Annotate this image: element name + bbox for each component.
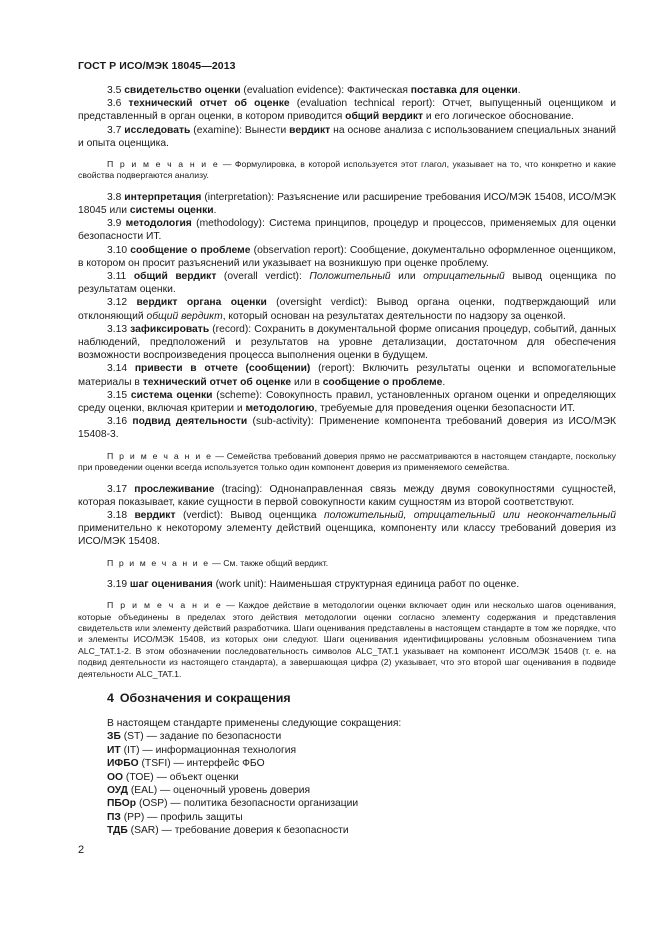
- note-3-16: П р и м е ч а н и е — Семейства требований доверия прямо не рассматриваются в настоящем стандарте, поскольку при проведении оценки всегда используется только один компонент доверия из применяемого семейства.: [78, 450, 616, 473]
- abbreviation-item: ПЗ (PP) — профиль защиты: [107, 811, 243, 823]
- definition-3-15: 3.15 система оценки (scheme): Совокупность правил, установленных органом оценки и определяющих среду оценки, включая критерии и методологию, требуемые для проведения оценки безопасности ИТ.: [78, 389, 616, 415]
- abbreviation-item: ИТ (IT) — информационная технология: [107, 744, 297, 756]
- definition-3-16: 3.16 подвид деятельности (sub-activity): Применение компонента требований доверия из ИСО/МЭК 15408-3.: [78, 416, 616, 441]
- definition-3-18: 3.18 вердикт (verdict): Вывод оценщика положительный, отрицательный или неокончательный применительно к некоторому элементу действий оценщика, компоненту или классу требований доверия из ИСО/МЭК 15408.: [78, 509, 616, 548]
- page-number: 2: [78, 844, 85, 856]
- document-header: ГОСТ Р ИСО/МЭК 18045—2013: [78, 60, 236, 72]
- abbreviation-item: ЗБ (ST) — задание по безопасности: [107, 731, 282, 743]
- abbreviation-item: ПБОр (OSP) — политика безопасности организации: [107, 798, 359, 810]
- abbreviation-item: ИФБО (TSFI) — интерфейс ФБО: [107, 758, 265, 770]
- definition-3-14: 3.14 привести в отчете (сообщении) (report): Включить результаты оценки и вспомогательные материалы в технический отчет об оценке или в сообщение о проблеме.: [78, 363, 616, 388]
- definition-3-11: 3.11 общий вердикт (overall verdict): Положительный или отрицательный вывод оценщика по результатам оценки.: [78, 271, 616, 296]
- definition-3-19: 3.19 шаг оценивания (work unit): Наименьшая структурная единица работ по оценке.: [107, 578, 520, 590]
- note-3-18: П р и м е ч а н и е — См. также общий вердикт.: [107, 557, 329, 568]
- document-body: [78, 84, 616, 838]
- section-intro: В настоящем стандарте применены следующие сокращения:: [107, 718, 402, 730]
- abbreviation-item: ОО (TOE) — объект оценки: [107, 771, 239, 783]
- definition-3-12: 3.12 вердикт органа оценки (oversight verdict): Вывод органа оценки, подтверждающий или отклоняющий общий вердикт, который основан на результатах деятельности по надзору за оценкой.: [78, 297, 616, 322]
- definition-3-10: 3.10 сообщение о проблеме (observation report): Сообщение, документально оформленное оценщиком, в котором он просит разъяснений или указывает на возникшую при оценке проблему.: [78, 244, 616, 269]
- abbreviation-item: ТДБ (SAR) — требование доверия к безопасности: [107, 825, 349, 837]
- note-3-7: П р и м е ч а н и е — Формулировка, в которой используется этот глагол, указывает на то, что конкретно и какие свойства подвергаются анализу.: [78, 159, 616, 181]
- definition-3-8: 3.8 интерпретация (interpretation): Разъяснение или расширение требования ИСО/МЭК 15408, ИСО/МЭК 18045 или системы оценки.: [78, 191, 616, 217]
- definition-3-7: 3.7 исследовать (examine): Вынести вердикт на основе анализа с использованием специальных знаний и опыта оценщика.: [78, 124, 616, 149]
- definition-3-9: 3.9 методология (methodology): Система принципов, процедур и процессов, применяемых для оценки безопасности ИТ.: [78, 218, 616, 243]
- definition-3-6: 3.6 технический отчет об оценке (evaluation technical report): Отчет, выпущенный оценщиком и представленный в орган оценки, в котором приводится общий вердикт и его логическое обоснование.: [78, 98, 616, 123]
- definition-3-17: 3.17 прослеживание (tracing): Однонаправленная связь между двумя совокупностями сущностей, которая показывает, какие сущности в первой совокупности каким сущностям из второй соответствуют.: [78, 483, 616, 508]
- abbreviation-item: ОУД (EAL) — оценочный уровень доверия: [107, 785, 311, 796]
- definition-3-13: 3.13 зафиксировать (record): Сохранить в документальной форме описания процедур, событий, данных наблюдений, предположений и результатов на уровне детализации, достаточном для обеспечения возможности воспроизведения процесса выполнения оценки в будущем.: [78, 323, 616, 362]
- note-3-19: П р и м е ч а н и е — Каждое действие в методологии оценки включает один или несколько шагов оценивания, которые объединены в пределах этого действия методологии оценки согласно элементу содержания и представления свидетельств или элементу действий разработчика. Шаги оценивания представлены в настоящем стандарте в том же порядке, что и элементы ИСО/МЭК 15408, из которых они следуют. Шаги оценивания идентифицированы условным обозначением типа ALC_TAT.1-2. В этом обозначении последовательность символов ALC_TAT.1 указывает на компонент ИСО/МЭК 15408 (т. е. на подвид деятельности из настоящего стандарта), а завершающая цифра (2) указывает, что это второй шаг оценивания в подвиде деятельности ALC_TAT.1.: [78, 600, 616, 679]
- section-heading: 4 Обозначения и сокращения: [107, 690, 291, 705]
- definition-3-5: 3.5 свидетельство оценки (evaluation evidence): Фактическая поставка для оценки.: [107, 85, 521, 96]
